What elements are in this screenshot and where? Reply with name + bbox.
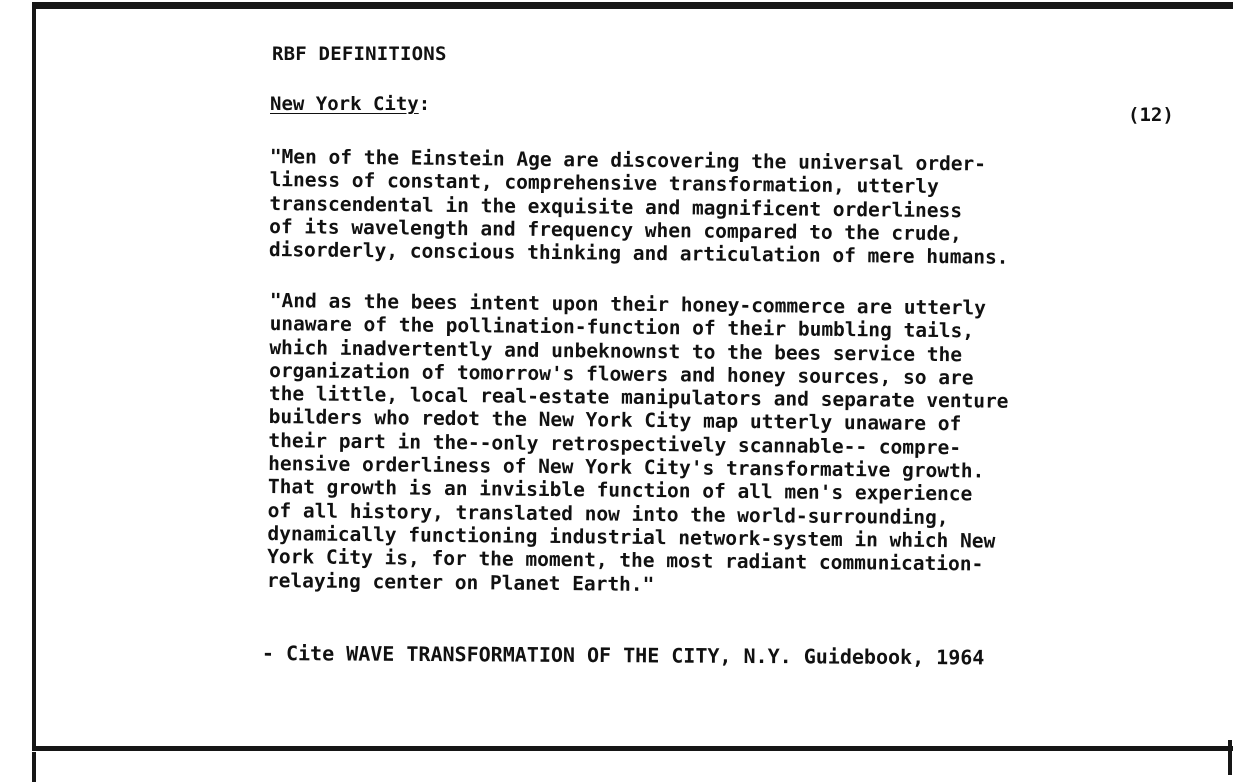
quote-line: hensive orderliness of New York City's transformative growth. [268, 452, 985, 483]
quote-line: "Men of the Einstein Age are discovering the universal order- [269, 145, 987, 176]
quote-line: transcendental in the exquisite and magnificent orderliness [269, 191, 963, 222]
quote-line: dynamically functioning industrial network-system in which New [267, 521, 996, 553]
quote-line: unaware of the pollination-function of their bumbling tails, [269, 312, 975, 343]
page-number: (12) [1128, 104, 1174, 126]
quote-line: disorderly, conscious thinking and articulation of mere humans. [268, 238, 1009, 269]
quote-line: of all history, translated now into the world-surrounding, [267, 498, 949, 529]
quote-line: which inadvertently and unbeknownst to the bees service the [269, 335, 963, 366]
quote-paragraph-2 [267, 289, 1170, 601]
quote-line: their part in the--only retrospectively scannable-- compre- [268, 428, 962, 460]
document-heading: RBF DEFINITIONS [272, 43, 447, 65]
quote-line: liness of constant, comprehensive transformation, utterly [269, 168, 939, 199]
quote-line: York City is, for the moment, the most radiant communication- [267, 545, 984, 576]
quote-line: of its wavelength and frequency when compared to the crude, [269, 214, 962, 246]
quote-line: the little, local real-estate manipulators and separate venture [268, 382, 1009, 413]
card-right-edge [1228, 740, 1232, 775]
quote-line: "And as the bees intent upon their honey-commerce are utterly [269, 289, 987, 320]
quote-paragraph-1 [269, 145, 1170, 271]
entry-place: New York City [270, 93, 419, 115]
entry-title-suffix: : [418, 93, 431, 115]
quote-line: builders who redot the New York City map utterly unaware of [268, 405, 962, 436]
citation: - Cite WAVE TRANSFORMATION OF THE CITY, N.Y. Guidebook, 1964 [261, 641, 985, 670]
quote-line: That growth is an invisible function of all men's experience [267, 475, 973, 506]
quote-line: relaying center on Planet Earth." [266, 568, 655, 596]
entry-title [270, 93, 430, 115]
next-card-edge [32, 752, 1233, 782]
quote-line: organization of tomorrow's flowers and honey sources, so are [269, 358, 974, 390]
